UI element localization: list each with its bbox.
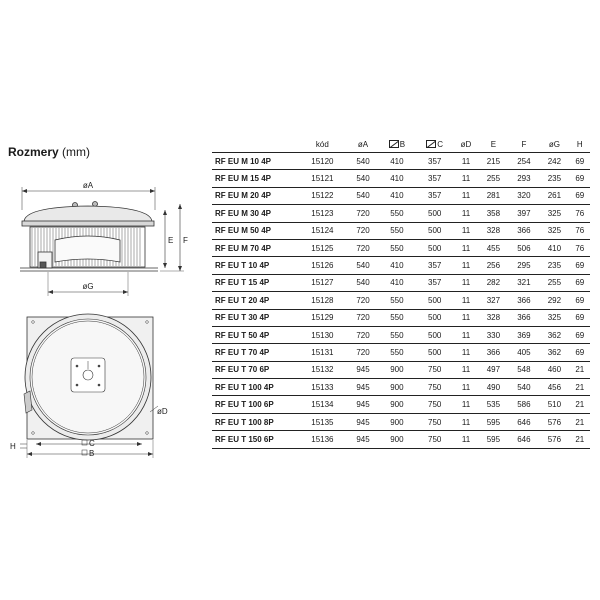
cell-b: 900 bbox=[378, 431, 415, 448]
cell-code: 15121 bbox=[297, 170, 348, 187]
label-f: F bbox=[183, 236, 188, 245]
cell-g: 292 bbox=[539, 292, 569, 309]
cell-h: 69 bbox=[570, 309, 590, 326]
cell-code: 15127 bbox=[297, 274, 348, 291]
cell-e: 282 bbox=[478, 274, 508, 291]
cell-d: 11 bbox=[454, 361, 478, 378]
cell-d: 11 bbox=[454, 187, 478, 204]
cell-h: 76 bbox=[570, 222, 590, 239]
cell-e: 595 bbox=[478, 431, 508, 448]
cell-model: RF EU M 30 4P bbox=[212, 205, 297, 222]
cell-code: 15134 bbox=[297, 396, 348, 413]
cell-d: 11 bbox=[454, 222, 478, 239]
table-row bbox=[212, 153, 590, 170]
cell-h: 76 bbox=[570, 205, 590, 222]
cell-f: 548 bbox=[509, 361, 539, 378]
cell-c: 500 bbox=[416, 344, 454, 361]
cell-d: 11 bbox=[454, 257, 478, 274]
cell-h: 69 bbox=[570, 153, 590, 170]
table-row bbox=[212, 257, 590, 274]
cell-f: 646 bbox=[509, 413, 539, 430]
cell-c: 750 bbox=[416, 361, 454, 378]
cell-c: 500 bbox=[416, 222, 454, 239]
cell-f: 320 bbox=[509, 187, 539, 204]
cell-model: RF EU T 70 6P bbox=[212, 361, 297, 378]
cell-h: 21 bbox=[570, 379, 590, 396]
cell-b: 410 bbox=[378, 274, 415, 291]
cell-b: 550 bbox=[378, 309, 415, 326]
fan-technical-drawing bbox=[0, 160, 205, 470]
cell-code: 15130 bbox=[297, 326, 348, 343]
header-e: E bbox=[478, 137, 508, 153]
cell-b: 550 bbox=[378, 205, 415, 222]
cell-c: 750 bbox=[416, 379, 454, 396]
cell-model: RF EU T 15 4P bbox=[212, 274, 297, 291]
cell-b: 550 bbox=[378, 292, 415, 309]
cell-f: 366 bbox=[509, 222, 539, 239]
cell-a: 540 bbox=[348, 187, 378, 204]
cell-a: 945 bbox=[348, 396, 378, 413]
cell-f: 397 bbox=[509, 205, 539, 222]
cell-g: 510 bbox=[539, 396, 569, 413]
label-e: E bbox=[168, 236, 174, 245]
cell-e: 595 bbox=[478, 413, 508, 430]
cell-g: 235 bbox=[539, 170, 569, 187]
cell-d: 11 bbox=[454, 153, 478, 170]
table-row bbox=[212, 344, 590, 361]
header-g: øG bbox=[539, 137, 569, 153]
cell-g: 456 bbox=[539, 379, 569, 396]
cell-f: 321 bbox=[509, 274, 539, 291]
cell-g: 576 bbox=[539, 413, 569, 430]
cell-d: 11 bbox=[454, 239, 478, 256]
cell-code: 15131 bbox=[297, 344, 348, 361]
cell-model: RF EU T 30 4P bbox=[212, 309, 297, 326]
cell-code: 15126 bbox=[297, 257, 348, 274]
cell-d: 11 bbox=[454, 431, 478, 448]
cell-d: 11 bbox=[454, 309, 478, 326]
header-code: kód bbox=[297, 137, 348, 153]
header-c: C bbox=[416, 137, 454, 153]
cell-c: 357 bbox=[416, 170, 454, 187]
cell-h: 69 bbox=[570, 292, 590, 309]
cell-c: 357 bbox=[416, 187, 454, 204]
cell-code: 15120 bbox=[297, 153, 348, 170]
cell-c: 500 bbox=[416, 292, 454, 309]
cell-d: 11 bbox=[454, 413, 478, 430]
cell-e: 535 bbox=[478, 396, 508, 413]
label-d: øD bbox=[157, 407, 168, 416]
table-row bbox=[212, 326, 590, 343]
cell-h: 21 bbox=[570, 361, 590, 378]
cell-a: 945 bbox=[348, 361, 378, 378]
top-view bbox=[20, 314, 158, 458]
cell-c: 500 bbox=[416, 309, 454, 326]
cell-e: 281 bbox=[478, 187, 508, 204]
cell-code: 15133 bbox=[297, 379, 348, 396]
cell-c: 500 bbox=[416, 326, 454, 343]
cell-b: 410 bbox=[378, 187, 415, 204]
cell-d: 11 bbox=[454, 396, 478, 413]
cell-g: 362 bbox=[539, 344, 569, 361]
header-model bbox=[212, 137, 297, 153]
cell-g: 460 bbox=[539, 361, 569, 378]
table-row bbox=[212, 361, 590, 378]
cell-model: RF EU T 100 8P bbox=[212, 413, 297, 430]
cell-g: 410 bbox=[539, 239, 569, 256]
cell-e: 330 bbox=[478, 326, 508, 343]
cell-code: 15123 bbox=[297, 205, 348, 222]
cell-g: 362 bbox=[539, 326, 569, 343]
cell-d: 11 bbox=[454, 274, 478, 291]
cell-model: RF EU M 15 4P bbox=[212, 170, 297, 187]
table-row bbox=[212, 292, 590, 309]
table-body bbox=[212, 153, 590, 449]
cell-model: RF EU M 70 4P bbox=[212, 239, 297, 256]
cell-e: 256 bbox=[478, 257, 508, 274]
table-row bbox=[212, 205, 590, 222]
cell-d: 11 bbox=[454, 344, 478, 361]
cell-model: RF EU T 70 4P bbox=[212, 344, 297, 361]
cell-b: 900 bbox=[378, 379, 415, 396]
cell-c: 750 bbox=[416, 431, 454, 448]
header-b: B bbox=[378, 137, 415, 153]
cell-a: 720 bbox=[348, 292, 378, 309]
cell-c: 357 bbox=[416, 257, 454, 274]
cell-h: 69 bbox=[570, 170, 590, 187]
cell-b: 550 bbox=[378, 326, 415, 343]
cell-f: 293 bbox=[509, 170, 539, 187]
table-row bbox=[212, 309, 590, 326]
cell-a: 540 bbox=[348, 170, 378, 187]
label-h: H bbox=[10, 442, 16, 451]
table-row bbox=[212, 431, 590, 448]
cell-model: RF EU T 100 4P bbox=[212, 379, 297, 396]
label-c: C bbox=[89, 439, 95, 448]
cell-g: 242 bbox=[539, 153, 569, 170]
cell-g: 576 bbox=[539, 431, 569, 448]
cell-model: RF EU T 20 4P bbox=[212, 292, 297, 309]
cell-code: 15135 bbox=[297, 413, 348, 430]
cell-h: 69 bbox=[570, 257, 590, 274]
cell-e: 328 bbox=[478, 222, 508, 239]
cell-h: 69 bbox=[570, 344, 590, 361]
label-a: øA bbox=[82, 181, 94, 190]
cell-model: RF EU T 50 4P bbox=[212, 326, 297, 343]
cell-h: 76 bbox=[570, 239, 590, 256]
cell-g: 325 bbox=[539, 309, 569, 326]
cell-g: 261 bbox=[539, 187, 569, 204]
table-row bbox=[212, 170, 590, 187]
cell-a: 720 bbox=[348, 344, 378, 361]
cell-a: 945 bbox=[348, 431, 378, 448]
cell-h: 21 bbox=[570, 431, 590, 448]
table-header-row bbox=[212, 137, 590, 153]
cell-d: 11 bbox=[454, 170, 478, 187]
cell-d: 11 bbox=[454, 379, 478, 396]
cell-g: 325 bbox=[539, 222, 569, 239]
cell-f: 586 bbox=[509, 396, 539, 413]
cell-model: RF EU T 150 6P bbox=[212, 431, 297, 448]
cell-h: 69 bbox=[570, 326, 590, 343]
table-row bbox=[212, 413, 590, 430]
cell-c: 357 bbox=[416, 153, 454, 170]
cell-b: 410 bbox=[378, 170, 415, 187]
cell-code: 15125 bbox=[297, 239, 348, 256]
cell-h: 69 bbox=[570, 187, 590, 204]
cell-code: 15136 bbox=[297, 431, 348, 448]
cell-f: 506 bbox=[509, 239, 539, 256]
cell-e: 455 bbox=[478, 239, 508, 256]
label-g: øG bbox=[82, 282, 94, 291]
header-d: øD bbox=[454, 137, 478, 153]
cell-model: RF EU T 100 6P bbox=[212, 396, 297, 413]
cell-model: RF EU M 10 4P bbox=[212, 153, 297, 170]
section-title-unit: (mm) bbox=[62, 145, 91, 159]
header-a: øA bbox=[348, 137, 378, 153]
cell-a: 540 bbox=[348, 274, 378, 291]
cell-e: 366 bbox=[478, 344, 508, 361]
cell-f: 254 bbox=[509, 153, 539, 170]
cell-c: 750 bbox=[416, 413, 454, 430]
cell-a: 540 bbox=[348, 257, 378, 274]
cell-a: 720 bbox=[348, 205, 378, 222]
cell-e: 358 bbox=[478, 205, 508, 222]
cell-code: 15132 bbox=[297, 361, 348, 378]
cell-code: 15128 bbox=[297, 292, 348, 309]
cell-b: 550 bbox=[378, 239, 415, 256]
cell-e: 215 bbox=[478, 153, 508, 170]
table-row bbox=[212, 239, 590, 256]
cell-model: RF EU M 20 4P bbox=[212, 187, 297, 204]
cell-a: 720 bbox=[348, 309, 378, 326]
cell-b: 550 bbox=[378, 344, 415, 361]
cell-f: 369 bbox=[509, 326, 539, 343]
header-f: F bbox=[509, 137, 539, 153]
cell-e: 255 bbox=[478, 170, 508, 187]
cell-a: 720 bbox=[348, 326, 378, 343]
cell-code: 15122 bbox=[297, 187, 348, 204]
cell-e: 328 bbox=[478, 309, 508, 326]
cell-code: 15129 bbox=[297, 309, 348, 326]
square-dim-icon bbox=[426, 140, 436, 148]
table-row bbox=[212, 222, 590, 239]
cell-model: RF EU M 50 4P bbox=[212, 222, 297, 239]
cell-b: 900 bbox=[378, 413, 415, 430]
cell-f: 366 bbox=[509, 309, 539, 326]
table-row bbox=[212, 187, 590, 204]
section-title bbox=[8, 145, 90, 159]
cell-g: 255 bbox=[539, 274, 569, 291]
cell-g: 325 bbox=[539, 205, 569, 222]
table-row bbox=[212, 396, 590, 413]
cell-c: 500 bbox=[416, 239, 454, 256]
cell-g: 235 bbox=[539, 257, 569, 274]
table-row bbox=[212, 274, 590, 291]
cell-h: 21 bbox=[570, 396, 590, 413]
label-b: B bbox=[89, 449, 95, 458]
cell-c: 500 bbox=[416, 205, 454, 222]
cell-a: 540 bbox=[348, 153, 378, 170]
cell-d: 11 bbox=[454, 292, 478, 309]
table-row bbox=[212, 379, 590, 396]
cell-d: 11 bbox=[454, 205, 478, 222]
cell-c: 750 bbox=[416, 396, 454, 413]
cell-f: 366 bbox=[509, 292, 539, 309]
cell-f: 540 bbox=[509, 379, 539, 396]
cell-f: 295 bbox=[509, 257, 539, 274]
cell-a: 945 bbox=[348, 413, 378, 430]
cell-h: 21 bbox=[570, 413, 590, 430]
cell-c: 357 bbox=[416, 274, 454, 291]
dimensions-table bbox=[212, 137, 590, 449]
cell-code: 15124 bbox=[297, 222, 348, 239]
side-view bbox=[20, 187, 184, 296]
square-dim-icon bbox=[389, 140, 399, 148]
cell-a: 720 bbox=[348, 239, 378, 256]
cell-h: 69 bbox=[570, 274, 590, 291]
cell-e: 497 bbox=[478, 361, 508, 378]
cell-a: 945 bbox=[348, 379, 378, 396]
header-h: H bbox=[570, 137, 590, 153]
cell-e: 327 bbox=[478, 292, 508, 309]
cell-model: RF EU T 10 4P bbox=[212, 257, 297, 274]
cell-f: 405 bbox=[509, 344, 539, 361]
cell-e: 490 bbox=[478, 379, 508, 396]
cell-b: 410 bbox=[378, 153, 415, 170]
cell-b: 900 bbox=[378, 361, 415, 378]
cell-b: 410 bbox=[378, 257, 415, 274]
cell-d: 11 bbox=[454, 326, 478, 343]
section-title-main: Rozmery bbox=[8, 145, 59, 159]
cell-b: 550 bbox=[378, 222, 415, 239]
cell-a: 720 bbox=[348, 222, 378, 239]
cell-f: 646 bbox=[509, 431, 539, 448]
cell-b: 900 bbox=[378, 396, 415, 413]
